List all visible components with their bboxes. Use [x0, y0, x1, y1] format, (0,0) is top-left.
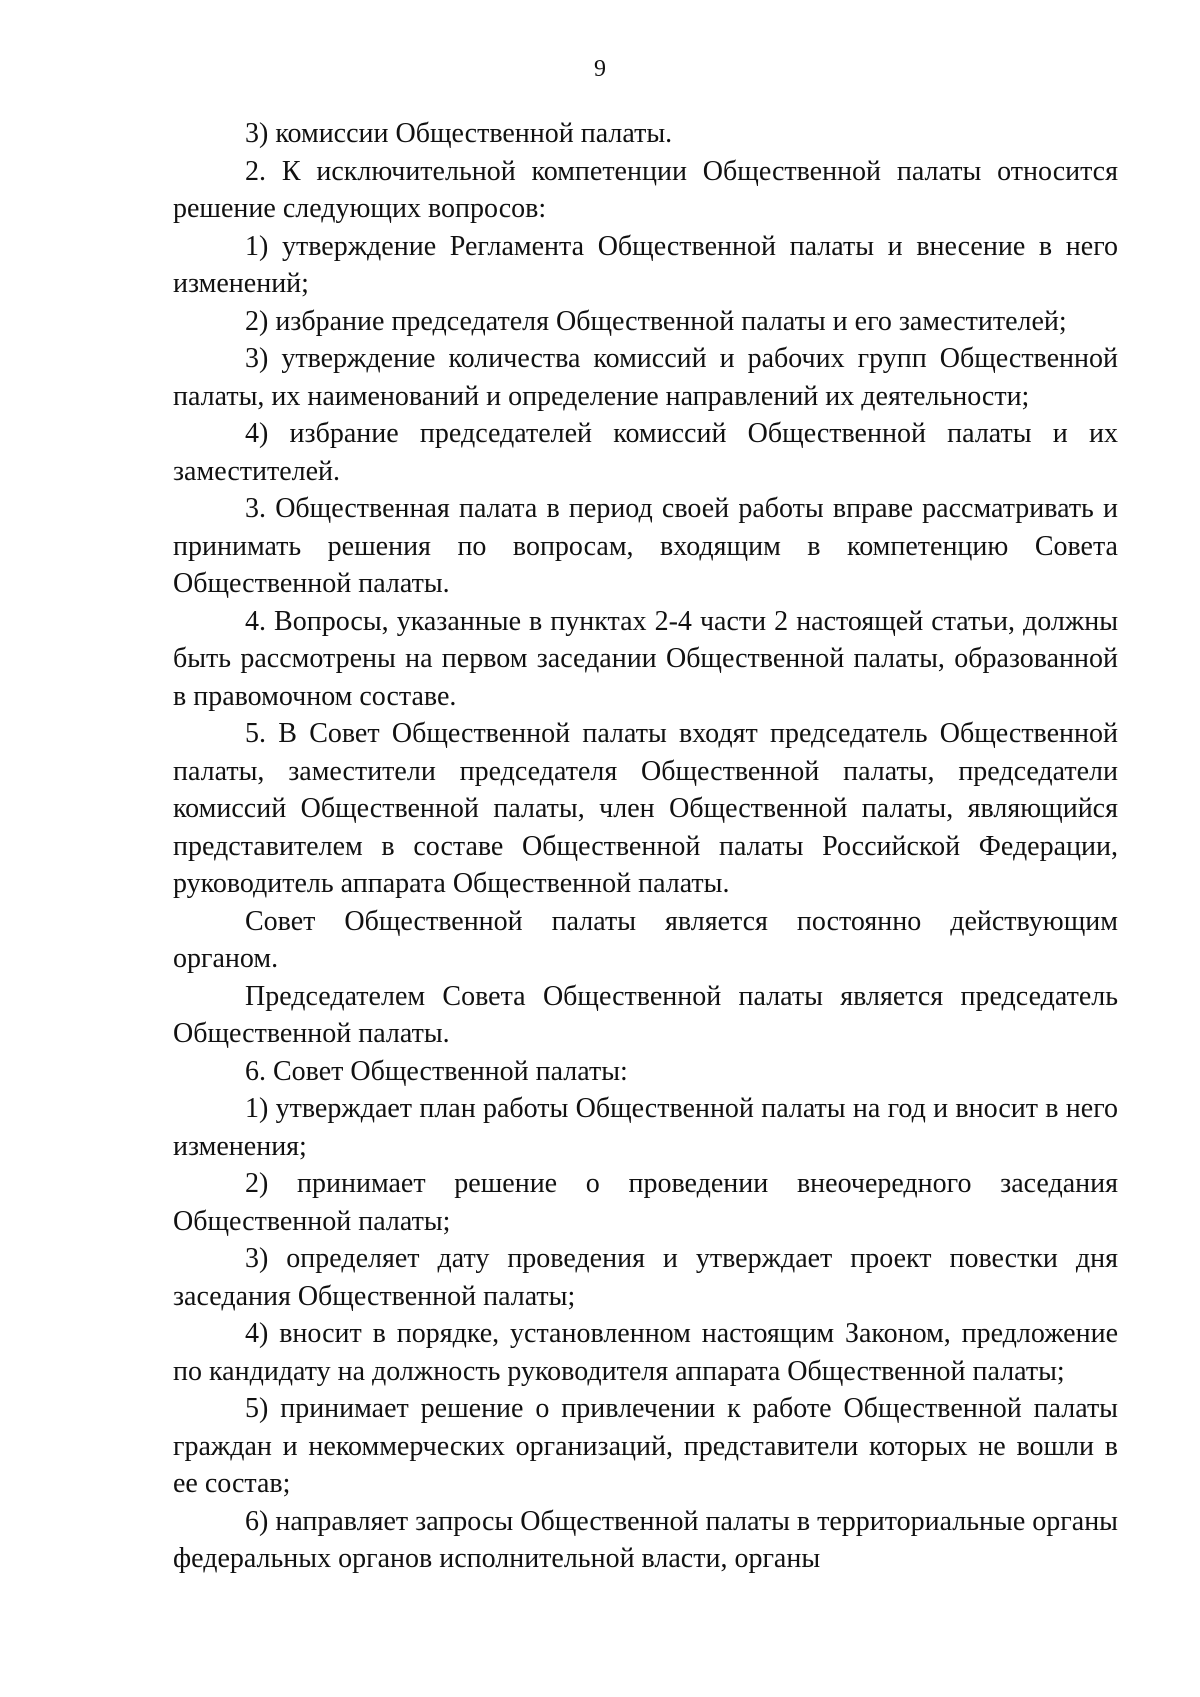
paragraph-council-staff-head: 4) вносит в порядке, установленном настоящим Законом, предложение по кандидату на должность руководителя аппарата Общественной палаты; — [173, 1318, 1118, 1387]
paragraph-exclusive-competence: 2. К исключительной компетенции Общественной палаты относится решение следующих вопросов: — [173, 155, 1118, 224]
paragraph-commission: 3) комиссии Общественной палаты. — [245, 118, 673, 149]
paragraph-chamber-powers: 3. Общественная палата в период своей работы вправе рассматривать и принимать решения по вопросам, входящим в компетенцию Совета Общественной палаты. — [173, 493, 1118, 599]
paragraph-approve-regulations: 1) утверждение Регламента Общественной палаты и внесение в него изменений; — [173, 230, 1118, 299]
paragraph-council-chairman: Председателем Совета Общественной палаты является председатель Общественной палаты. — [173, 980, 1118, 1049]
page-number: 9 — [594, 56, 606, 82]
paragraph-council-extraordinary: 2) принимает решение о проведении внеочередного заседания Общественной палаты; — [173, 1168, 1118, 1237]
paragraph-first-session: 4. Вопросы, указанные в пунктах 2-4 части 2 настоящей статьи, должны быть рассмотрены на первом заседании Общественной палаты, образованной в правомочном составе. — [173, 605, 1118, 712]
paragraph-council-work-plan: 1) утверждает план работы Общественной палаты на год и вносит в него изменения; — [173, 1093, 1118, 1162]
document-body — [173, 115, 1118, 1578]
paragraph-council-requests: 6) направляет запросы Общественной палаты в территориальные органы федеральных органов исполнительной власти, органы — [173, 1505, 1118, 1574]
paragraph-elect-commission-chairs: 4) избрание председателей комиссий Общественной палаты и их заместителей. — [173, 418, 1118, 487]
paragraph-council-heading: 6. Совет Общественной палаты: — [245, 1055, 628, 1087]
paragraph-council-members: 5. В Совет Общественной палаты входят председатель Общественной палаты, заместители председателя Общественной палаты, председатели комиссий Общественной палаты, член Общественной палаты, являющийся представителем в составе Общественной палаты Российской Федерации, руководитель аппарата Общественной палаты. — [173, 718, 1118, 899]
paragraph-council-agenda: 3) определяет дату проведения и утверждает проект повестки дня заседания Общественной палаты; — [173, 1243, 1118, 1312]
paragraph-council-permanent: Совет Общественной палаты является постоянно действующим органом. — [173, 905, 1118, 974]
paragraph-approve-commissions: 3) утверждение количества комиссий и рабочих групп Общественной палаты, их наименований и определение направлений их деятельности; — [173, 343, 1118, 412]
paragraph-elect-chairman: 2) избрание председателя Общественной палаты и его заместителей; — [245, 305, 1067, 337]
paragraph-council-involve-citizens: 5) принимает решение о привлечении к работе Общественной палаты граждан и некоммерческих организаций, представители которых не вошли в ее состав; — [173, 1393, 1118, 1499]
